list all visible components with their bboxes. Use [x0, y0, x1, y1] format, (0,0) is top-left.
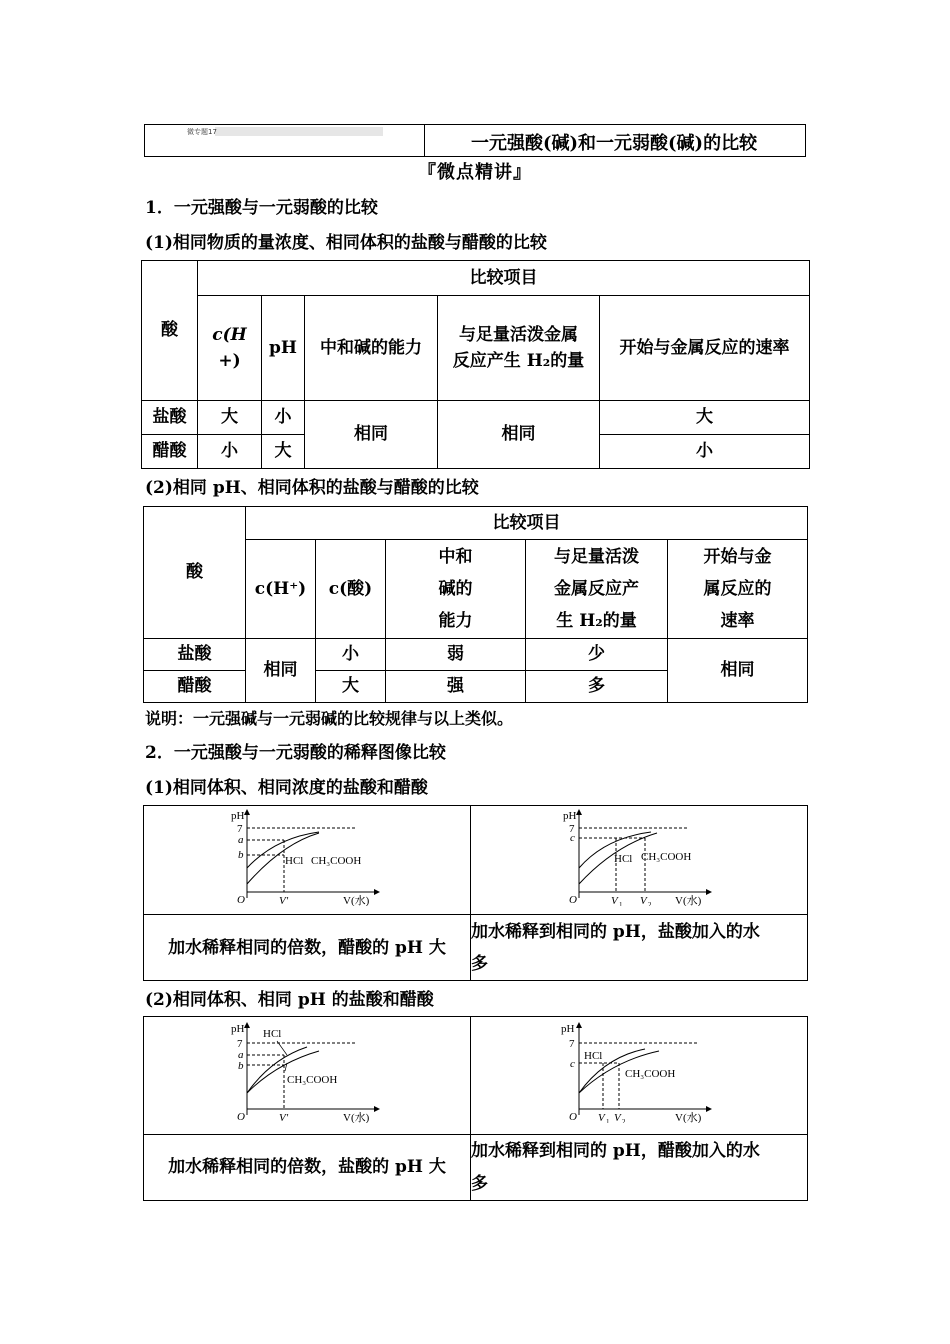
table2-col-cacid: c(酸)	[316, 540, 386, 639]
vprime-label: V′	[279, 895, 289, 906]
table1-acid-header: 酸	[142, 261, 198, 401]
table2-rate-value: 相同	[668, 639, 808, 703]
section2-heading: 2．一元强酸与一元弱酸的稀释图像比较	[145, 743, 446, 763]
origin-label: O	[569, 1111, 577, 1124]
v1-label: V	[611, 895, 618, 906]
v2-subscript: 2	[622, 1118, 626, 1124]
table2-col-cH: c(H⁺)	[246, 540, 316, 639]
hcl-curve-label: HCl	[285, 855, 304, 867]
table2-row-acetic-neutral: 强	[386, 671, 526, 703]
table1-col-rate: 开始与金属反应的速率	[600, 296, 810, 401]
table1-row-acetic-rate: 小	[600, 435, 810, 469]
table1-row-hcl-name: 盐酸	[142, 401, 198, 435]
acetic-curve-label: CH₃COOH	[311, 855, 362, 867]
hcl-curve-label: HCl	[614, 853, 633, 865]
tick-a: a	[238, 1049, 244, 1062]
table1-col-cH: c(H +)	[198, 296, 262, 401]
dilution-graph-same-ph-same-ph	[559, 1019, 719, 1123]
table2-col-neutral: 中和 碱的 能力	[386, 540, 526, 639]
section1-heading: 1．一元强酸与一元弱酸的比较	[145, 198, 378, 218]
tick-c: c	[570, 1058, 575, 1071]
graph-cell-2	[471, 806, 808, 915]
acetic-curve-label: CH₃COOH	[287, 1074, 338, 1087]
v2-subscript: 2	[648, 901, 652, 906]
caption-graph-2: 加水稀释到相同的 pH，盐酸加入的水 多	[471, 915, 808, 981]
ph-axis-label: pH	[563, 810, 577, 822]
caption-graph-3: 加水稀释相同的倍数，盐酸的 pH 大	[144, 1135, 471, 1201]
table1-h2-value: 相同	[438, 401, 600, 469]
ph-axis-label: pH	[561, 1023, 575, 1036]
ph-axis-label: pH	[231, 1023, 245, 1036]
vprime-label: V′	[279, 1112, 289, 1124]
comparison-table-2	[143, 506, 808, 703]
table1-col-h2: 与足量活泼金属 反应产生 H₂的量	[438, 296, 600, 401]
table2-row-acetic-h2: 多	[526, 671, 668, 703]
v2-label: V	[614, 1112, 621, 1124]
section1-sub1: (1)相同物质的量浓度、相同体积的盐酸与醋酸的比较	[145, 233, 547, 253]
table2-cH-value: 相同	[246, 639, 316, 703]
x-axis-label: V(水)	[675, 1112, 702, 1124]
table2-row-hcl-cacid: 小	[316, 639, 386, 671]
table2-compare-header: 比较项目	[246, 507, 808, 540]
table1-row-acetic-pH: 大	[262, 435, 305, 469]
x-axis-label: V(水)	[675, 895, 702, 906]
table1-row-acetic-name: 醋酸	[142, 435, 198, 469]
table1-row-hcl-rate: 大	[600, 401, 810, 435]
table2-row-hcl-h2: 少	[526, 639, 668, 671]
section2-sub1: (1)相同体积、相同浓度的盐酸和醋酸	[145, 778, 428, 798]
tick-seven: 7	[237, 823, 243, 835]
graph-cell-4	[471, 1017, 808, 1135]
table2-row-acetic-name: 醋酸	[144, 671, 246, 703]
dilution-table-2	[143, 1016, 808, 1201]
dilution-table-1	[143, 805, 808, 981]
header-divider	[424, 125, 425, 156]
origin-label: O	[237, 1111, 245, 1124]
caption-graph-4: 加水稀释到相同的 pH，醋酸加入的水 多	[471, 1135, 808, 1201]
page-title: 一元强酸(碱)和一元弱酸(碱)的比较	[471, 133, 758, 154]
x-axis-label: V(水)	[343, 1112, 370, 1124]
graph-cell-1	[144, 806, 471, 915]
topic-tag: 微专题17	[187, 128, 217, 136]
v1-subscript: 1	[606, 1118, 610, 1124]
section-banner: 『微点精讲』	[418, 162, 532, 183]
table1-col-pH: pH	[262, 296, 305, 401]
tick-seven: 7	[237, 1038, 243, 1051]
caption-graph-1: 加水稀释相同的倍数，醋酸的 pH 大	[144, 915, 471, 981]
tick-c: c	[570, 832, 575, 844]
hcl-curve-label: HCl	[263, 1028, 282, 1041]
table1-row-hcl-cH: 大	[198, 401, 262, 435]
table2-col-rate: 开始与金 属反应的 速率	[668, 540, 808, 639]
table1-col-neutral: 中和碱的能力	[305, 296, 438, 401]
tick-seven: 7	[569, 1038, 575, 1051]
tick-a: a	[238, 834, 244, 846]
table1-neutral-value: 相同	[305, 401, 438, 469]
dilution-graph-same-ph-same-factor	[227, 1019, 387, 1123]
acetic-curve-label: CH₃COOH	[641, 851, 692, 863]
note-text: 说明：一元强碱与一元弱碱的比较规律与以上类似。	[145, 709, 514, 728]
graph-cell-3	[144, 1017, 471, 1135]
v1-label: V	[598, 1112, 605, 1124]
table1-compare-header: 比较项目	[198, 261, 810, 296]
tick-seven: 7	[569, 823, 575, 835]
table2-acid-header: 酸	[144, 507, 246, 639]
table2-row-hcl-neutral: 弱	[386, 639, 526, 671]
topic-header-box	[144, 124, 806, 157]
origin-label: O	[569, 894, 577, 906]
hcl-curve-label: HCl	[584, 1050, 603, 1063]
dilution-graph-same-conc-same-ph	[559, 806, 719, 906]
dilution-graph-same-conc-same-factor	[227, 806, 387, 906]
table1-row-hcl-pH: 小	[262, 401, 305, 435]
v2-label: V	[640, 895, 647, 906]
origin-label: O	[237, 894, 245, 906]
v1-subscript: 1	[619, 901, 623, 906]
section2-sub2: (2)相同体积、相同 pH 的盐酸和醋酸	[145, 990, 434, 1010]
table2-col-h2: 与足量活泼 金属反应产 生 H₂的量	[526, 540, 668, 639]
x-axis-label: V(水)	[343, 895, 370, 906]
ph-axis-label: pH	[231, 810, 245, 822]
acetic-curve-label: CH₃COOH	[625, 1068, 676, 1081]
section1-sub2: (2)相同 pH、相同体积的盐酸与醋酸的比较	[145, 478, 479, 498]
header-decor-bar	[215, 127, 383, 136]
table2-row-hcl-name: 盐酸	[144, 639, 246, 671]
table1-row-acetic-cH: 小	[198, 435, 262, 469]
table2-row-acetic-cacid: 大	[316, 671, 386, 703]
comparison-table-1	[141, 260, 810, 469]
tick-b: b	[238, 849, 244, 861]
tick-b: b	[238, 1060, 244, 1073]
